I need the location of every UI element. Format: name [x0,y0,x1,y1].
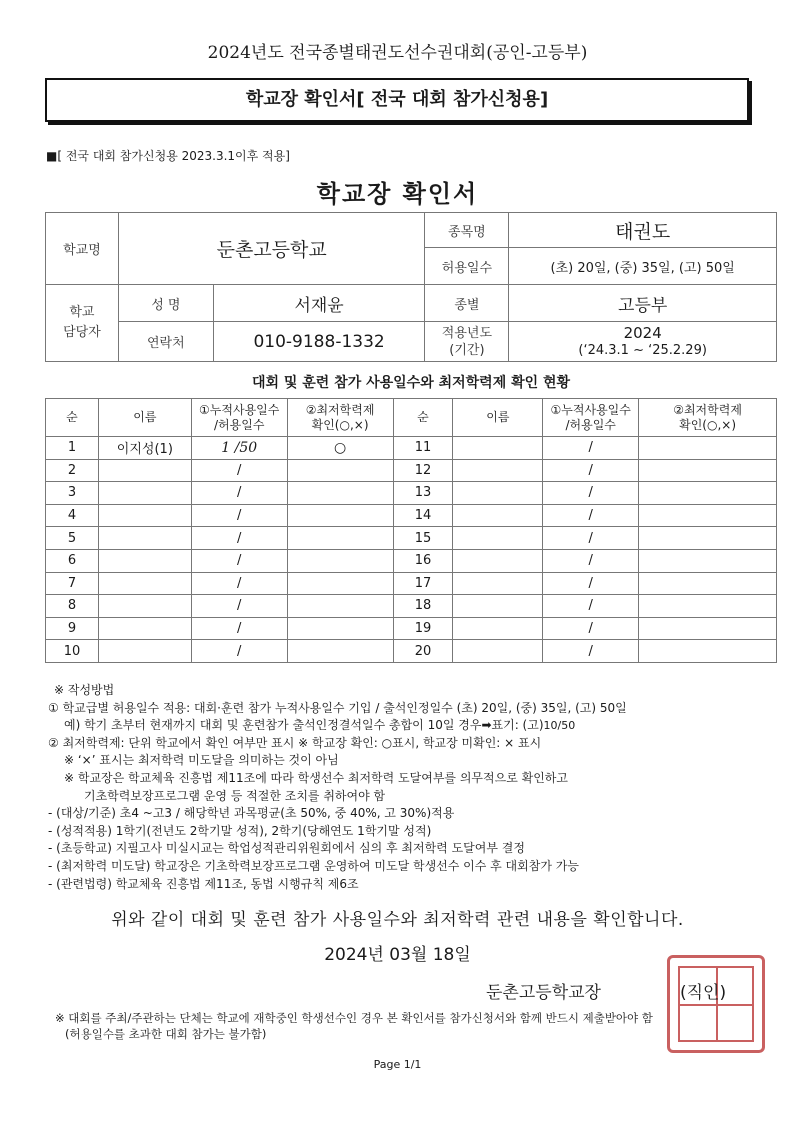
name-value: 서재윤 [213,285,425,322]
row-no: 16 [393,549,453,572]
row-name [453,572,543,595]
row-no: 15 [393,527,453,550]
row-no: 20 [393,640,453,663]
row-check [287,549,393,572]
notes-heading: ※ 작성방법 [54,683,115,697]
row-check [639,527,777,550]
row-days: 1 /50 [191,437,287,460]
row-days: / [191,504,287,527]
row-days: / [191,482,287,505]
note-10: - (관련법령) 학교체육 진흥법 제11조, 동법 시행규칙 제6조 [48,876,359,891]
status-table [45,398,777,663]
note-4: ※ 학교장은 학교체육 진흥법 제11조에 따라 학생선수 최저학력 도달여부를 의무적으로 확인하고 [64,770,568,785]
row-check [639,640,777,663]
row-name [453,504,543,527]
row-days: / [543,595,639,618]
col-days-left: ①누적사용일수 /허용일수 [191,399,287,437]
row-check [287,459,393,482]
sub-note: ■[ 전국 대회 참가신청용 2023.3.1이후 적용] [46,149,290,163]
status-heading: 대회 및 훈련 참가 사용일수와 최저학력제 확인 현황 [251,375,571,391]
row-days: / [191,549,287,572]
school-value: 둔촌고등학교 [118,213,425,285]
phone-label: 연락처 [118,322,213,362]
table-row [46,504,777,527]
row-no: 5 [46,527,99,550]
note-1: ① 학교급별 허용일수 적용: 대회·훈련 참가 누적사용일수 기입 / 출석인정일수 (초) 20일, (중) 35일, (고) 50일 [48,700,627,715]
col-no-left: 순 [46,399,99,437]
row-days: / [543,437,639,460]
row-name [98,527,191,550]
note-5: 기초학력보장프로그램 운영 등 적절한 조치를 취하여야 함 [84,788,386,803]
row-name [453,640,543,663]
allowed-days-label: 허용일수 [425,248,509,285]
row-name [98,504,191,527]
period-value: (‘24.3.1 ~ ‘25.2.29) [578,342,707,358]
row-days: / [543,640,639,663]
table-row [46,617,777,640]
row-check [287,617,393,640]
phone-value: 010-9188-1332 [213,322,425,362]
footnote [55,1010,765,1042]
row-no: 8 [46,595,99,618]
row-name [98,595,191,618]
footnote-line-1: ※ 대회를 주최/주관하는 단체는 학교에 재학중인 학생선수인 경우 본 확인서를 참가신청서와 함께 반드시 제출받아야 함 [55,1011,653,1025]
note-1b: 예) 학기 초부터 현재까지 대회 및 훈련참가 출석인정결석일수 총합이 10일 경우➡표기: (고)10/50 [48,717,768,735]
row-check [287,595,393,618]
page-number: Page 1/1 [373,1058,422,1071]
row-check [639,595,777,618]
table-row [46,527,777,550]
event-title: 2024년도 전국종별태권도선수권대회(공인-고등부) [207,43,588,63]
row-name [98,572,191,595]
table-row [46,437,777,460]
row-check [639,504,777,527]
row-days: / [543,617,639,640]
row-days: / [191,640,287,663]
row-check [639,549,777,572]
row-name [453,482,543,505]
row-name [98,482,191,505]
row-days: / [191,595,287,618]
row-days: / [543,572,639,595]
note-3: ※ ‘×’ 표시는 최저학력 미도달을 의미하는 것이 아님 [64,753,339,768]
table-row [46,640,777,663]
row-name [453,527,543,550]
row-no: 7 [46,572,99,595]
row-name [98,617,191,640]
row-days: / [543,482,639,505]
year-value: 2024 [623,323,662,342]
contact-person-label: 학교 담당자 [46,285,119,362]
row-check [639,437,777,460]
row-no: 13 [393,482,453,505]
row-days: / [543,527,639,550]
note-7: - (성적적용) 1학기(전년도 2학기말 성적), 2학기(당해연도 1학기말 성적) [48,823,432,838]
row-name: 이지성(1) [98,437,191,460]
row-no: 1 [46,437,99,460]
note-9: - (최저학력 미도달) 학교장은 기초학력보장프로그램 운영하여 미도달 학생선수 이수 후 대회참가 가능 [48,858,579,873]
row-name [453,595,543,618]
row-name [453,617,543,640]
notes [48,682,768,893]
row-no: 6 [46,549,99,572]
row-no: 3 [46,482,99,505]
form-title: 학교장 확인서 [316,180,479,208]
school-label: 학교명 [46,213,119,285]
row-check [287,482,393,505]
row-check: ○ [287,437,393,460]
category-label: 종별 [425,285,509,322]
table-row [46,482,777,505]
name-label: 성 명 [118,285,213,322]
sport-label: 종목명 [425,213,509,248]
row-name [98,549,191,572]
row-name [453,437,543,460]
period-label: (기간) [449,342,485,358]
row-days: / [543,504,639,527]
year-label: 적용년도 [441,325,492,341]
note-2: ② 최저학력제: 단위 학교에서 확인 여부만 표시 ※ 학교장 확인: ○표시, 학교장 미확인: × 표시 [48,735,542,750]
confirm-date: 2024년 03월 18일 [324,945,471,965]
row-no: 2 [46,459,99,482]
row-no: 9 [46,617,99,640]
col-days-right: ①누적사용일수 /허용일수 [543,399,639,437]
footnote-line-2: (허용일수를 초과한 대회 참가는 불가함) [65,1027,267,1041]
category-value: 고등부 [509,285,777,322]
col-name-right: 이름 [453,399,543,437]
row-check [287,504,393,527]
row-name [98,640,191,663]
row-days: / [543,549,639,572]
box-title: 학교장 확인서[ 전국 대회 참가신청용] [245,89,549,110]
row-days: / [543,459,639,482]
row-check [287,527,393,550]
row-no: 10 [46,640,99,663]
note-6: - (대상/기준) 초4 ~고3 / 해당학년 과목평균(초 50%, 중 40%, 고 30%)적용 [48,806,455,821]
arrow-right-icon: ➡ [481,718,492,733]
row-check [639,617,777,640]
row-no: 4 [46,504,99,527]
row-check [287,640,393,663]
row-check [287,572,393,595]
col-min-left: ②최저학력제 확인(○,×) [287,399,393,437]
row-no: 18 [393,595,453,618]
row-days: / [191,459,287,482]
row-no: 14 [393,504,453,527]
row-no: 12 [393,459,453,482]
allowed-days-value: (초) 20일, (중) 35일, (고) 50일 [509,248,777,285]
row-days: / [191,617,287,640]
sport-value: 태권도 [509,213,777,248]
row-days: / [191,572,287,595]
note-8: - (초등학교) 지필고사 미실시교는 학업성적관리위원회에서 심의 후 최저학력 도달여부 결정 [48,841,525,856]
confirm-statement: 위와 같이 대회 및 훈련 참가 사용일수와 최저학력 관련 내용을 확인합니다. [111,910,684,930]
table-row [46,595,777,618]
table-row [46,572,777,595]
table-row [46,459,777,482]
row-name [98,459,191,482]
seal-label: (직인) [680,983,727,1003]
table-row [46,549,777,572]
row-no: 11 [393,437,453,460]
row-name [453,549,543,572]
row-no: 19 [393,617,453,640]
row-check [639,572,777,595]
col-name-left: 이름 [98,399,191,437]
row-check [639,459,777,482]
title-box [45,78,749,122]
row-name [453,459,543,482]
row-check [639,482,777,505]
row-no: 17 [393,572,453,595]
row-days: / [191,527,287,550]
info-table [45,212,777,362]
col-min-right: ②최저학력제 확인(○,×) [639,399,777,437]
col-no-right: 순 [393,399,453,437]
principal-name: 둔촌고등학교장 [486,983,601,1003]
